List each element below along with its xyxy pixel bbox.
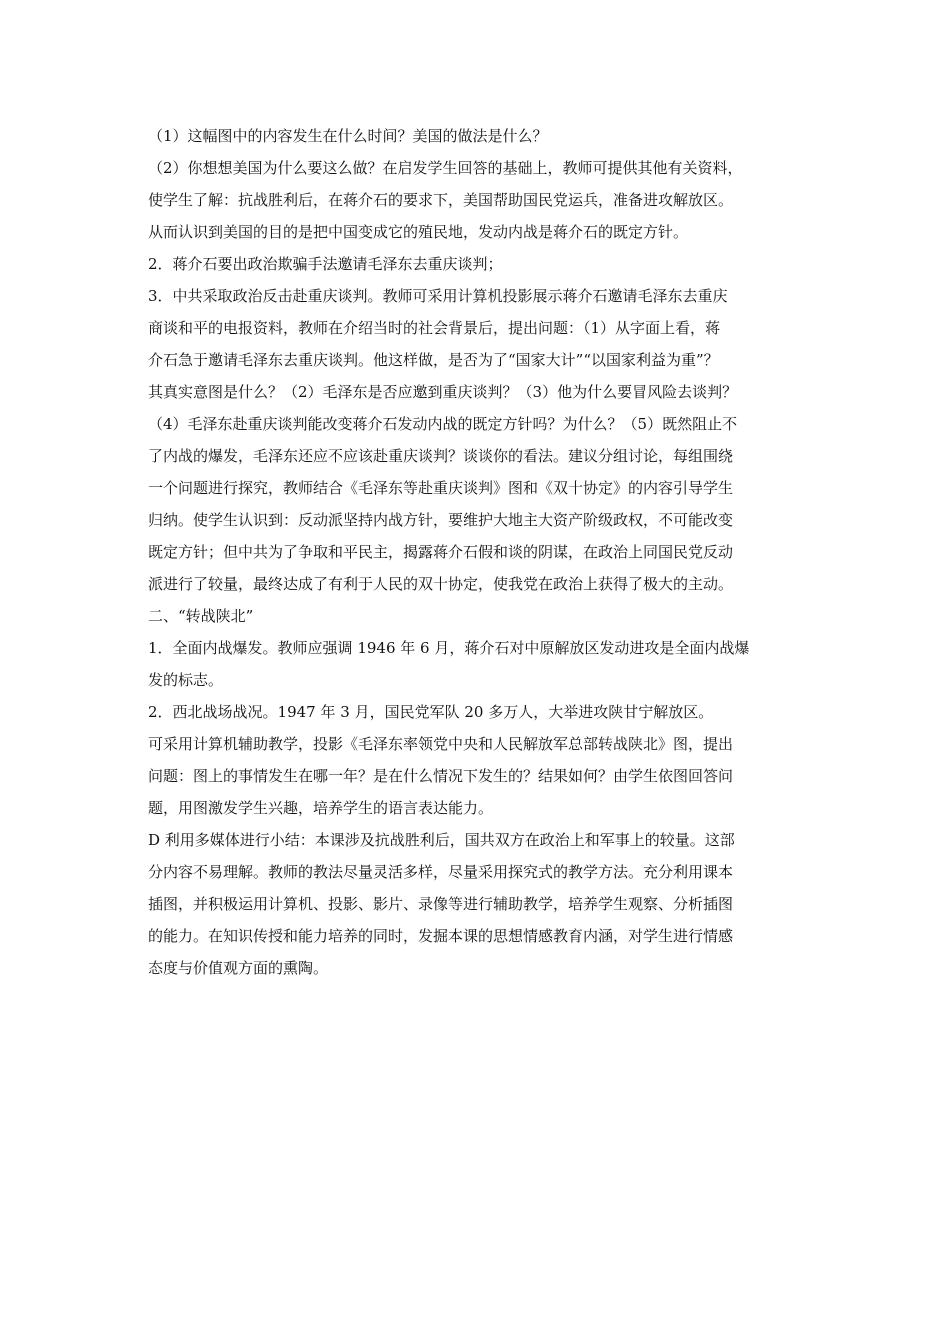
text-line: 问题：图上的事情发生在哪一年？是在什么情况下发生的？结果如何？由学生依图回答问: [148, 767, 734, 785]
text-line: （2）你想想美国为什么要这么做？在启发学生回答的基础上，教师可提供其他有关资料，: [148, 159, 743, 177]
text-line: 其真实意图是什么？（2）毛泽东是否应邀到重庆谈判？（3）他为什么要冒风险去谈判？: [148, 383, 738, 401]
text-line: 2．西北战场战况。1947 年 3 月，国民党军队 20 多万人，大举进攻陕甘宁解放区。: [148, 703, 714, 721]
text-line: 商谈和平的电报资料，教师在介绍当时的社会背景后，提出问题：（1）从字面上看，蒋: [148, 319, 721, 337]
text-line: 3．中共采取政治反击赴重庆谈判。教师可采用计算机投影展示蒋介石邀请毛泽东去重庆: [148, 287, 728, 305]
document-body: [148, 120, 813, 984]
text-line: 既定方针；但中共为了争取和平民主，揭露蒋介石假和谈的阴谋，在政治上同国民党反动: [148, 543, 734, 561]
text-line: 使学生了解：抗战胜利后，在蒋介石的要求下，美国帮助国民党运兵，准备进攻解放区。: [148, 191, 734, 209]
text-line: 的能力。在知识传授和能力培养的同时，发掘本课的思想情感教育内涵，对学生进行情感: [148, 927, 734, 945]
text-line: 态度与价值观方面的熏陶。: [148, 959, 329, 977]
text-line: 介石急于邀请毛泽东去重庆谈判。他这样做，是否为了“国家大计”“以国家利益为重”？: [148, 351, 719, 369]
text-line: 2．蒋介石要出政治欺骗手法邀请毛泽东去重庆谈判；: [148, 255, 503, 273]
text-line: （4）毛泽东赴重庆谈判能改变蒋介石发动内战的既定方针吗？为什么？（5）既然阻止不: [148, 415, 738, 433]
text-line: （1）这幅图中的内容发生在什么时间？美国的做法是什么？: [148, 127, 548, 145]
text-line: 从而认识到美国的目的是把中国变成它的殖民地，发动内战是蒋介石的既定方针。: [148, 223, 689, 241]
section-heading: 二、“转战陕北”: [148, 607, 254, 625]
text-line: 发的标志。: [148, 671, 224, 689]
text-line: 一个问题进行探究，教师结合《毛泽东等赴重庆谈判》图和《双十协定》的内容引导学生: [148, 479, 734, 497]
text-line: 归纳。使学生认识到：反动派坚持内战方针，要维护大地主大资产阶级政权，不可能改变: [148, 511, 734, 529]
text-line: 分内容不易理解。教师的教法尽量灵活多样，尽量采用探究式的教学方法。充分利用课本: [148, 863, 734, 881]
text-line: 可采用计算机辅助教学，投影《毛泽东率领党中央和人民解放军总部转战陕北》图，提出: [148, 735, 734, 753]
text-line: 插图，并积极运用计算机、投影、影片、录像等进行辅助教学，培养学生观察、分析插图: [148, 895, 734, 913]
text-line: 题，用图激发学生兴趣，培养学生的语言表达能力。: [148, 799, 494, 817]
text-line: 了内战的爆发，毛泽东还应不应该赴重庆谈判？谈谈你的看法。建议分组讨论，每组围绕: [148, 447, 734, 465]
text-line: 派进行了较量，最终达成了有利于人民的双十协定，使我党在政治上获得了极大的主动。: [148, 575, 734, 593]
text-line: D 利用多媒体进行小结：本课涉及抗战胜利后，国共双方在政治上和军事上的较量。这部: [148, 831, 735, 849]
text-line: 1．全面内战爆发。教师应强调 1946 年 6 月，蒋介石对中原解放区发动进攻是全面内战爆: [148, 639, 750, 657]
